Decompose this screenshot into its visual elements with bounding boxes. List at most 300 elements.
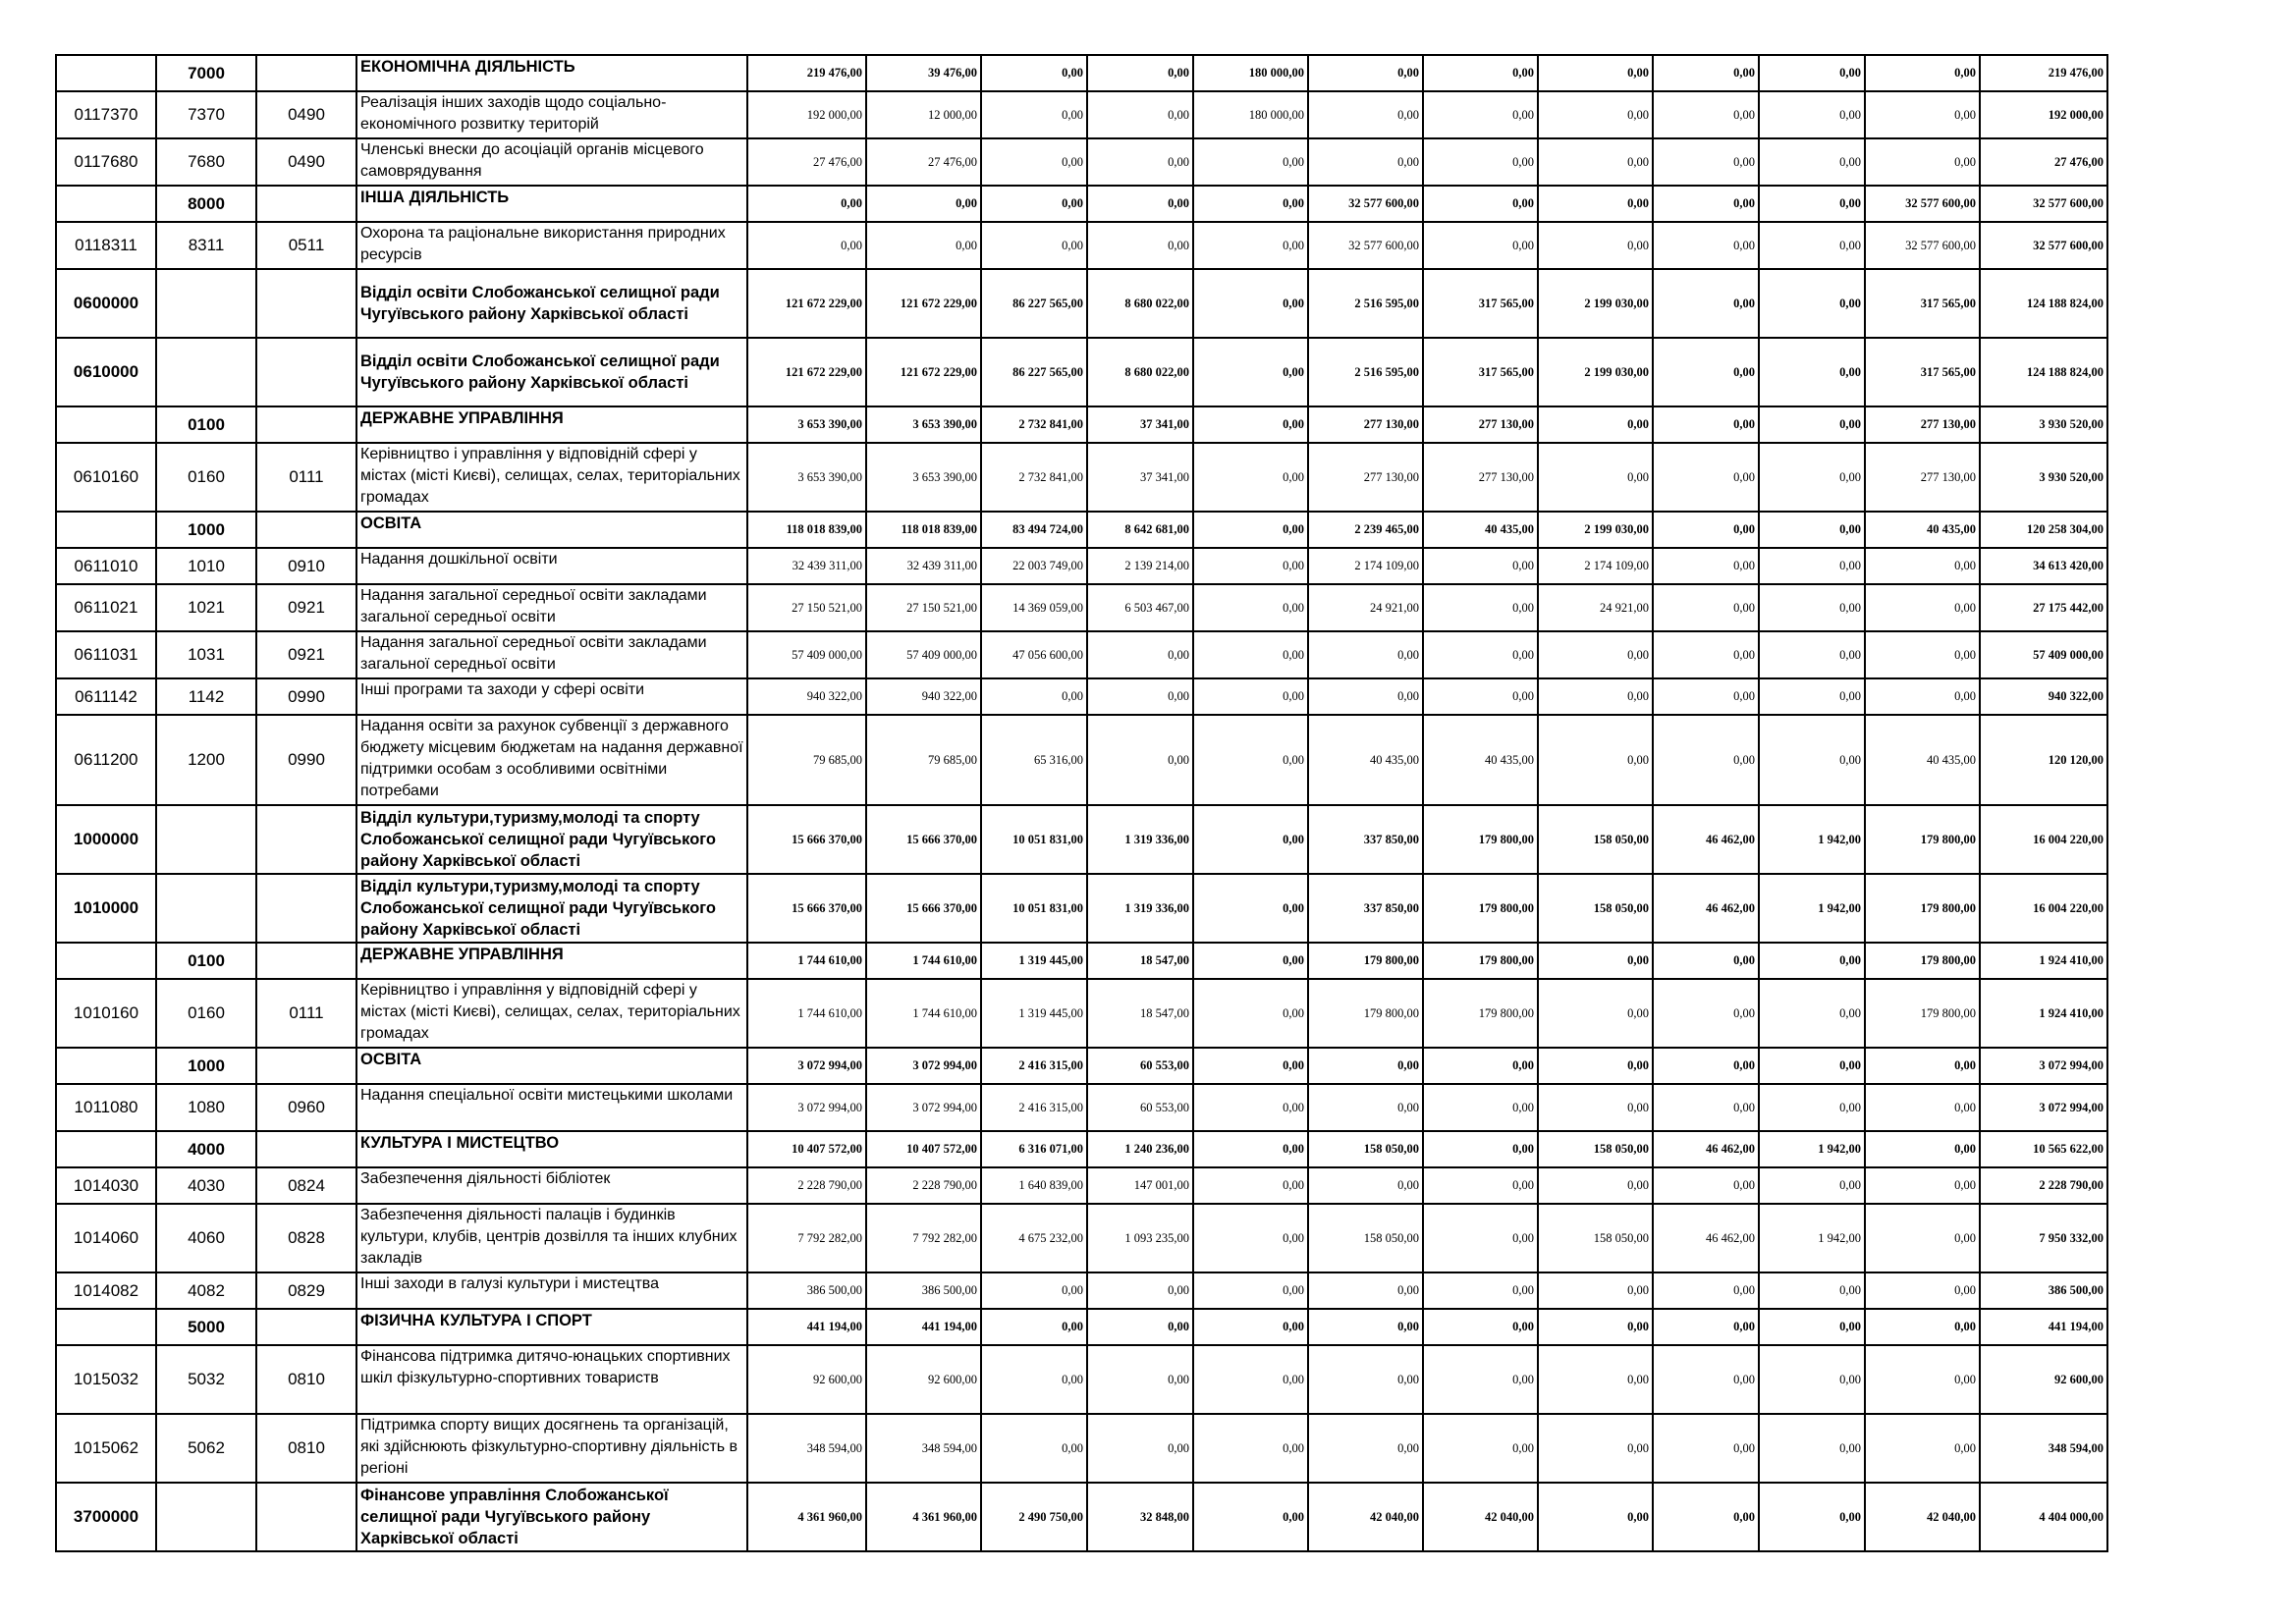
table-row — [56, 1345, 2107, 1414]
classification-code-cell: 0828 — [256, 1204, 356, 1272]
amount-cell: 0,00 — [1193, 138, 1308, 186]
amount-cell: 0,00 — [1087, 1309, 1193, 1345]
total-amount-cell: 1 924 410,00 — [1980, 979, 2107, 1048]
classification-code-cell — [256, 805, 356, 874]
amount-cell: 2 139 214,00 — [1087, 548, 1193, 584]
amount-cell: 32 577 600,00 — [1308, 222, 1423, 269]
table-row — [56, 1483, 2107, 1551]
classification-code-cell: 0490 — [256, 138, 356, 186]
amount-cell: 0,00 — [1653, 715, 1759, 805]
amount-cell: 0,00 — [1423, 1167, 1538, 1204]
function-code-cell: 1010 — [156, 548, 256, 584]
program-name-cell: ЕКОНОМІЧНА ДІЯЛЬНІСТЬ — [356, 55, 747, 91]
amount-cell: 0,00 — [1193, 186, 1308, 222]
amount-cell: 37 341,00 — [1087, 406, 1193, 443]
program-code-cell — [56, 1131, 156, 1167]
program-name-cell: КУЛЬТУРА І МИСТЕЦТВО — [356, 1131, 747, 1167]
function-code-cell: 5062 — [156, 1414, 256, 1483]
amount-cell: 0,00 — [1193, 584, 1308, 631]
budget-table — [55, 54, 2108, 1552]
total-amount-cell: 32 577 600,00 — [1980, 186, 2107, 222]
amount-cell: 3 072 994,00 — [866, 1048, 981, 1084]
function-code-cell — [156, 805, 256, 874]
amount-cell: 0,00 — [1193, 874, 1308, 943]
amount-cell: 0,00 — [1538, 1414, 1653, 1483]
amount-cell: 4 361 960,00 — [866, 1483, 981, 1551]
program-code-cell — [56, 512, 156, 548]
function-code-cell — [156, 269, 256, 338]
amount-cell: 3 653 390,00 — [747, 443, 866, 512]
amount-cell: 39 476,00 — [866, 55, 981, 91]
amount-cell: 24 921,00 — [1538, 584, 1653, 631]
amount-cell: 2 174 109,00 — [1538, 548, 1653, 584]
program-name-cell: Інші програми та заходи у сфері освіти — [356, 678, 747, 715]
amount-cell: 940 322,00 — [866, 678, 981, 715]
program-code-cell: 0611010 — [56, 548, 156, 584]
amount-cell: 158 050,00 — [1538, 1131, 1653, 1167]
program-code-cell — [56, 1048, 156, 1084]
function-code-cell: 1031 — [156, 631, 256, 678]
program-code-cell: 1014060 — [56, 1204, 156, 1272]
program-name-cell: ОСВІТА — [356, 512, 747, 548]
amount-cell: 2 174 109,00 — [1308, 548, 1423, 584]
amount-cell: 1 744 610,00 — [747, 979, 866, 1048]
amount-cell: 0,00 — [1308, 631, 1423, 678]
amount-cell: 0,00 — [1193, 979, 1308, 1048]
classification-code-cell — [256, 1483, 356, 1551]
function-code-cell: 1000 — [156, 1048, 256, 1084]
amount-cell: 0,00 — [981, 138, 1087, 186]
amount-cell: 0,00 — [1538, 1048, 1653, 1084]
amount-cell: 0,00 — [1423, 222, 1538, 269]
amount-cell: 179 800,00 — [1865, 943, 1980, 979]
amount-cell: 46 462,00 — [1653, 805, 1759, 874]
amount-cell: 0,00 — [1423, 138, 1538, 186]
amount-cell: 0,00 — [1653, 138, 1759, 186]
amount-cell: 0,00 — [1538, 1309, 1653, 1345]
amount-cell: 8 680 022,00 — [1087, 269, 1193, 338]
amount-cell: 0,00 — [1653, 1414, 1759, 1483]
amount-cell: 0,00 — [1193, 443, 1308, 512]
program-name-cell: ДЕРЖАВНЕ УПРАВЛІННЯ — [356, 406, 747, 443]
amount-cell: 32 439 311,00 — [747, 548, 866, 584]
program-name-cell: Підтримка спорту вищих досягнень та організацій, які здійснюють фізкультурно-спортивну діяльність в регіоні — [356, 1414, 747, 1483]
table-row — [56, 222, 2107, 269]
table-row — [56, 406, 2107, 443]
amount-cell: 0,00 — [1423, 1309, 1538, 1345]
classification-code-cell — [256, 943, 356, 979]
total-amount-cell: 10 565 622,00 — [1980, 1131, 2107, 1167]
function-code-cell: 7370 — [156, 91, 256, 138]
amount-cell: 179 800,00 — [1423, 874, 1538, 943]
amount-cell: 0,00 — [866, 222, 981, 269]
amount-cell: 0,00 — [981, 91, 1087, 138]
amount-cell: 0,00 — [1865, 1167, 1980, 1204]
amount-cell: 10 051 831,00 — [981, 805, 1087, 874]
amount-cell: 0,00 — [981, 222, 1087, 269]
amount-cell: 92 600,00 — [747, 1345, 866, 1414]
table-row — [56, 874, 2107, 943]
amount-cell: 10 051 831,00 — [981, 874, 1087, 943]
table-row — [56, 269, 2107, 338]
amount-cell: 0,00 — [1308, 55, 1423, 91]
amount-cell: 0,00 — [1653, 943, 1759, 979]
table-row — [56, 1084, 2107, 1131]
program-code-cell: 1014030 — [56, 1167, 156, 1204]
total-amount-cell: 16 004 220,00 — [1980, 805, 2107, 874]
amount-cell: 0,00 — [1193, 548, 1308, 584]
total-amount-cell: 2 228 790,00 — [1980, 1167, 2107, 1204]
amount-cell: 0,00 — [1538, 1483, 1653, 1551]
amount-cell: 15 666 370,00 — [866, 874, 981, 943]
amount-cell: 79 685,00 — [866, 715, 981, 805]
total-amount-cell: 441 194,00 — [1980, 1309, 2107, 1345]
amount-cell: 46 462,00 — [1653, 1131, 1759, 1167]
amount-cell: 42 040,00 — [1865, 1483, 1980, 1551]
amount-cell: 0,00 — [1538, 1167, 1653, 1204]
amount-cell: 2 490 750,00 — [981, 1483, 1087, 1551]
amount-cell: 0,00 — [1538, 631, 1653, 678]
amount-cell: 40 435,00 — [1865, 512, 1980, 548]
amount-cell: 1 744 610,00 — [866, 979, 981, 1048]
amount-cell: 0,00 — [1653, 678, 1759, 715]
amount-cell: 0,00 — [981, 678, 1087, 715]
amount-cell: 0,00 — [1759, 222, 1865, 269]
table-row — [56, 1131, 2107, 1167]
function-code-cell: 8000 — [156, 186, 256, 222]
function-code-cell: 7000 — [156, 55, 256, 91]
amount-cell: 0,00 — [1653, 1084, 1759, 1131]
amount-cell: 2 516 595,00 — [1308, 269, 1423, 338]
function-code-cell: 1021 — [156, 584, 256, 631]
amount-cell: 0,00 — [1193, 1131, 1308, 1167]
amount-cell: 337 850,00 — [1308, 805, 1423, 874]
amount-cell: 180 000,00 — [1193, 55, 1308, 91]
amount-cell: 0,00 — [1193, 1309, 1308, 1345]
amount-cell: 0,00 — [1653, 406, 1759, 443]
amount-cell: 0,00 — [1087, 631, 1193, 678]
amount-cell: 0,00 — [1538, 55, 1653, 91]
amount-cell: 0,00 — [1759, 443, 1865, 512]
amount-cell: 46 462,00 — [1653, 874, 1759, 943]
amount-cell: 14 369 059,00 — [981, 584, 1087, 631]
amount-cell: 3 072 994,00 — [866, 1084, 981, 1131]
amount-cell: 0,00 — [1193, 631, 1308, 678]
amount-cell: 219 476,00 — [747, 55, 866, 91]
amount-cell: 3 072 994,00 — [747, 1084, 866, 1131]
amount-cell: 158 050,00 — [1308, 1131, 1423, 1167]
amount-cell: 40 435,00 — [1423, 512, 1538, 548]
program-name-cell: Забезпечення діяльності бібліотек — [356, 1167, 747, 1204]
amount-cell: 57 409 000,00 — [866, 631, 981, 678]
amount-cell: 179 800,00 — [1865, 874, 1980, 943]
classification-code-cell: 0921 — [256, 584, 356, 631]
amount-cell: 0,00 — [1653, 631, 1759, 678]
amount-cell: 1 240 236,00 — [1087, 1131, 1193, 1167]
program-name-cell: Фінансове управління Слобожанської селищної ради Чугуївського району Харківської області — [356, 1483, 747, 1551]
amount-cell: 1 319 445,00 — [981, 943, 1087, 979]
program-code-cell: 0118311 — [56, 222, 156, 269]
classification-code-cell: 0824 — [256, 1167, 356, 1204]
program-name-cell: Фінансова підтримка дитячо-юнацьких спортивних шкіл фізкультурно-спортивних товариств — [356, 1345, 747, 1414]
amount-cell: 0,00 — [1653, 1048, 1759, 1084]
amount-cell: 0,00 — [1423, 631, 1538, 678]
amount-cell: 0,00 — [1193, 678, 1308, 715]
amount-cell: 0,00 — [1759, 1167, 1865, 1204]
program-code-cell: 1010160 — [56, 979, 156, 1048]
function-code-cell — [156, 338, 256, 406]
amount-cell: 0,00 — [981, 186, 1087, 222]
amount-cell: 0,00 — [1193, 269, 1308, 338]
amount-cell: 0,00 — [1193, 1414, 1308, 1483]
amount-cell: 1 640 839,00 — [981, 1167, 1087, 1204]
amount-cell: 24 921,00 — [1308, 584, 1423, 631]
amount-cell: 121 672 229,00 — [747, 269, 866, 338]
amount-cell: 32 848,00 — [1087, 1483, 1193, 1551]
amount-cell: 8 642 681,00 — [1087, 512, 1193, 548]
amount-cell: 0,00 — [1193, 715, 1308, 805]
amount-cell: 0,00 — [1538, 443, 1653, 512]
amount-cell: 0,00 — [1193, 512, 1308, 548]
amount-cell: 0,00 — [981, 1345, 1087, 1414]
total-amount-cell: 386 500,00 — [1980, 1272, 2107, 1309]
amount-cell: 179 800,00 — [1865, 979, 1980, 1048]
amount-cell: 0,00 — [1538, 1345, 1653, 1414]
amount-cell: 92 600,00 — [866, 1345, 981, 1414]
program-name-cell: ОСВІТА — [356, 1048, 747, 1084]
function-code-cell: 4000 — [156, 1131, 256, 1167]
classification-code-cell: 0990 — [256, 678, 356, 715]
total-amount-cell: 192 000,00 — [1980, 91, 2107, 138]
classification-code-cell: 0810 — [256, 1414, 356, 1483]
amount-cell: 0,00 — [1759, 1272, 1865, 1309]
amount-cell: 0,00 — [1538, 138, 1653, 186]
amount-cell: 15 666 370,00 — [866, 805, 981, 874]
amount-cell: 0,00 — [1308, 678, 1423, 715]
amount-cell: 0,00 — [981, 1414, 1087, 1483]
amount-cell: 18 547,00 — [1087, 943, 1193, 979]
amount-cell: 0,00 — [1308, 138, 1423, 186]
amount-cell: 3 072 994,00 — [747, 1048, 866, 1084]
amount-cell: 0,00 — [1759, 584, 1865, 631]
amount-cell: 158 050,00 — [1538, 874, 1653, 943]
amount-cell: 32 577 600,00 — [1865, 186, 1980, 222]
total-amount-cell: 57 409 000,00 — [1980, 631, 2107, 678]
amount-cell: 317 565,00 — [1423, 338, 1538, 406]
table-row — [56, 186, 2107, 222]
amount-cell: 1 319 336,00 — [1087, 874, 1193, 943]
amount-cell: 158 050,00 — [1538, 1204, 1653, 1272]
amount-cell: 0,00 — [1538, 678, 1653, 715]
amount-cell: 86 227 565,00 — [981, 269, 1087, 338]
amount-cell: 0,00 — [1653, 186, 1759, 222]
amount-cell: 0,00 — [1759, 943, 1865, 979]
amount-cell: 277 130,00 — [1865, 406, 1980, 443]
amount-cell: 0,00 — [1865, 55, 1980, 91]
amount-cell: 0,00 — [1759, 269, 1865, 338]
total-amount-cell: 7 950 332,00 — [1980, 1204, 2107, 1272]
program-code-cell: 0610160 — [56, 443, 156, 512]
amount-cell: 46 462,00 — [1653, 1204, 1759, 1272]
amount-cell: 0,00 — [1653, 979, 1759, 1048]
amount-cell: 65 316,00 — [981, 715, 1087, 805]
amount-cell: 2 416 315,00 — [981, 1048, 1087, 1084]
amount-cell: 0,00 — [1759, 1345, 1865, 1414]
amount-cell: 0,00 — [1759, 1309, 1865, 1345]
function-code-cell: 0160 — [156, 979, 256, 1048]
function-code-cell: 4082 — [156, 1272, 256, 1309]
amount-cell: 7 792 282,00 — [866, 1204, 981, 1272]
amount-cell: 27 476,00 — [866, 138, 981, 186]
function-code-cell: 1200 — [156, 715, 256, 805]
amount-cell: 0,00 — [1653, 443, 1759, 512]
amount-cell: 42 040,00 — [1308, 1483, 1423, 1551]
total-amount-cell: 120 120,00 — [1980, 715, 2107, 805]
amount-cell: 27 476,00 — [747, 138, 866, 186]
amount-cell: 6 316 071,00 — [981, 1131, 1087, 1167]
amount-cell: 2 239 465,00 — [1308, 512, 1423, 548]
amount-cell: 32 577 600,00 — [1308, 186, 1423, 222]
amount-cell: 0,00 — [1423, 1414, 1538, 1483]
amount-cell: 2 732 841,00 — [981, 443, 1087, 512]
program-name-cell: Надання освіти за рахунок субвенції з державного бюджету місцевим бюджетам на надання державної підтримки особам з особливими освітніми потребами — [356, 715, 747, 805]
amount-cell: 2 199 030,00 — [1538, 512, 1653, 548]
amount-cell: 10 407 572,00 — [866, 1131, 981, 1167]
function-code-cell — [156, 874, 256, 943]
amount-cell: 42 040,00 — [1423, 1483, 1538, 1551]
amount-cell: 1 319 336,00 — [1087, 805, 1193, 874]
total-amount-cell: 34 613 420,00 — [1980, 548, 2107, 584]
amount-cell: 0,00 — [1308, 91, 1423, 138]
amount-cell: 0,00 — [1423, 1345, 1538, 1414]
amount-cell: 0,00 — [1308, 1309, 1423, 1345]
amount-cell: 0,00 — [1759, 338, 1865, 406]
function-code-cell: 0100 — [156, 406, 256, 443]
amount-cell: 0,00 — [1423, 91, 1538, 138]
amount-cell: 0,00 — [1423, 55, 1538, 91]
amount-cell: 32 577 600,00 — [1865, 222, 1980, 269]
classification-code-cell — [256, 55, 356, 91]
amount-cell: 0,00 — [1423, 1048, 1538, 1084]
amount-cell: 40 435,00 — [1423, 715, 1538, 805]
program-code-cell: 1010000 — [56, 874, 156, 943]
amount-cell: 0,00 — [747, 186, 866, 222]
amount-cell: 0,00 — [1538, 186, 1653, 222]
amount-cell: 118 018 839,00 — [747, 512, 866, 548]
amount-cell: 0,00 — [1653, 55, 1759, 91]
amount-cell: 8 680 022,00 — [1087, 338, 1193, 406]
amount-cell: 0,00 — [1865, 548, 1980, 584]
amount-cell: 0,00 — [1865, 1048, 1980, 1084]
classification-code-cell: 0490 — [256, 91, 356, 138]
program-name-cell: Керівництво і управління у відповідній сфері у містах (місті Києві), селищах, селах, територіальних громадах — [356, 443, 747, 512]
program-name-cell: Надання спеціальної освіти мистецькими школами — [356, 1084, 747, 1131]
classification-code-cell: 0111 — [256, 979, 356, 1048]
amount-cell: 0,00 — [1087, 186, 1193, 222]
classification-code-cell: 0810 — [256, 1345, 356, 1414]
table-row — [56, 805, 2107, 874]
amount-cell: 60 553,00 — [1087, 1084, 1193, 1131]
amount-cell: 0,00 — [1193, 406, 1308, 443]
amount-cell: 0,00 — [1087, 715, 1193, 805]
amount-cell: 0,00 — [981, 1272, 1087, 1309]
amount-cell: 0,00 — [1193, 805, 1308, 874]
classification-code-cell — [256, 512, 356, 548]
program-code-cell — [56, 1309, 156, 1345]
table-row — [56, 1048, 2107, 1084]
amount-cell: 27 150 521,00 — [747, 584, 866, 631]
amount-cell: 0,00 — [1653, 548, 1759, 584]
program-code-cell — [56, 186, 156, 222]
amount-cell: 0,00 — [1759, 55, 1865, 91]
amount-cell: 0,00 — [1653, 269, 1759, 338]
program-code-cell: 0611142 — [56, 678, 156, 715]
table-row — [56, 584, 2107, 631]
amount-cell: 0,00 — [1308, 1084, 1423, 1131]
amount-cell: 0,00 — [1538, 979, 1653, 1048]
amount-cell: 12 000,00 — [866, 91, 981, 138]
function-code-cell: 1142 — [156, 678, 256, 715]
function-code-cell: 4030 — [156, 1167, 256, 1204]
classification-code-cell: 0921 — [256, 631, 356, 678]
amount-cell: 0,00 — [1308, 1345, 1423, 1414]
function-code-cell: 5000 — [156, 1309, 256, 1345]
amount-cell: 0,00 — [1759, 138, 1865, 186]
table-row — [56, 979, 2107, 1048]
function-code-cell: 7680 — [156, 138, 256, 186]
table-row — [56, 548, 2107, 584]
function-code-cell: 8311 — [156, 222, 256, 269]
amount-cell: 10 407 572,00 — [747, 1131, 866, 1167]
amount-cell: 0,00 — [1193, 1084, 1308, 1131]
program-name-cell: Відділ освіти Слобожанської селищної ради Чугуївського району Харківської області — [356, 269, 747, 338]
program-code-cell: 0117680 — [56, 138, 156, 186]
amount-cell: 0,00 — [1193, 1048, 1308, 1084]
amount-cell: 0,00 — [1865, 631, 1980, 678]
amount-cell: 0,00 — [1308, 1048, 1423, 1084]
amount-cell: 0,00 — [1865, 91, 1980, 138]
table-row — [56, 943, 2107, 979]
amount-cell: 0,00 — [1423, 1131, 1538, 1167]
amount-cell: 0,00 — [1759, 979, 1865, 1048]
amount-cell: 317 565,00 — [1423, 269, 1538, 338]
program-code-cell: 1011080 — [56, 1084, 156, 1131]
amount-cell: 4 675 232,00 — [981, 1204, 1087, 1272]
total-amount-cell: 3 072 994,00 — [1980, 1084, 2107, 1131]
function-code-cell: 1080 — [156, 1084, 256, 1131]
classification-code-cell: 0111 — [256, 443, 356, 512]
amount-cell: 121 672 229,00 — [866, 269, 981, 338]
classification-code-cell — [256, 1048, 356, 1084]
amount-cell: 179 800,00 — [1423, 805, 1538, 874]
amount-cell: 1 942,00 — [1759, 1204, 1865, 1272]
amount-cell: 0,00 — [1653, 222, 1759, 269]
amount-cell: 337 850,00 — [1308, 874, 1423, 943]
amount-cell: 40 435,00 — [1865, 715, 1980, 805]
amount-cell: 0,00 — [1865, 1131, 1980, 1167]
amount-cell: 0,00 — [1193, 943, 1308, 979]
amount-cell: 0,00 — [1759, 1048, 1865, 1084]
amount-cell: 0,00 — [981, 55, 1087, 91]
amount-cell: 277 130,00 — [1308, 443, 1423, 512]
amount-cell: 1 942,00 — [1759, 1131, 1865, 1167]
amount-cell: 0,00 — [1865, 1204, 1980, 1272]
classification-code-cell: 0829 — [256, 1272, 356, 1309]
amount-cell: 0,00 — [1865, 1414, 1980, 1483]
table-row — [56, 678, 2107, 715]
amount-cell: 2 228 790,00 — [866, 1167, 981, 1204]
amount-cell: 0,00 — [1653, 1309, 1759, 1345]
